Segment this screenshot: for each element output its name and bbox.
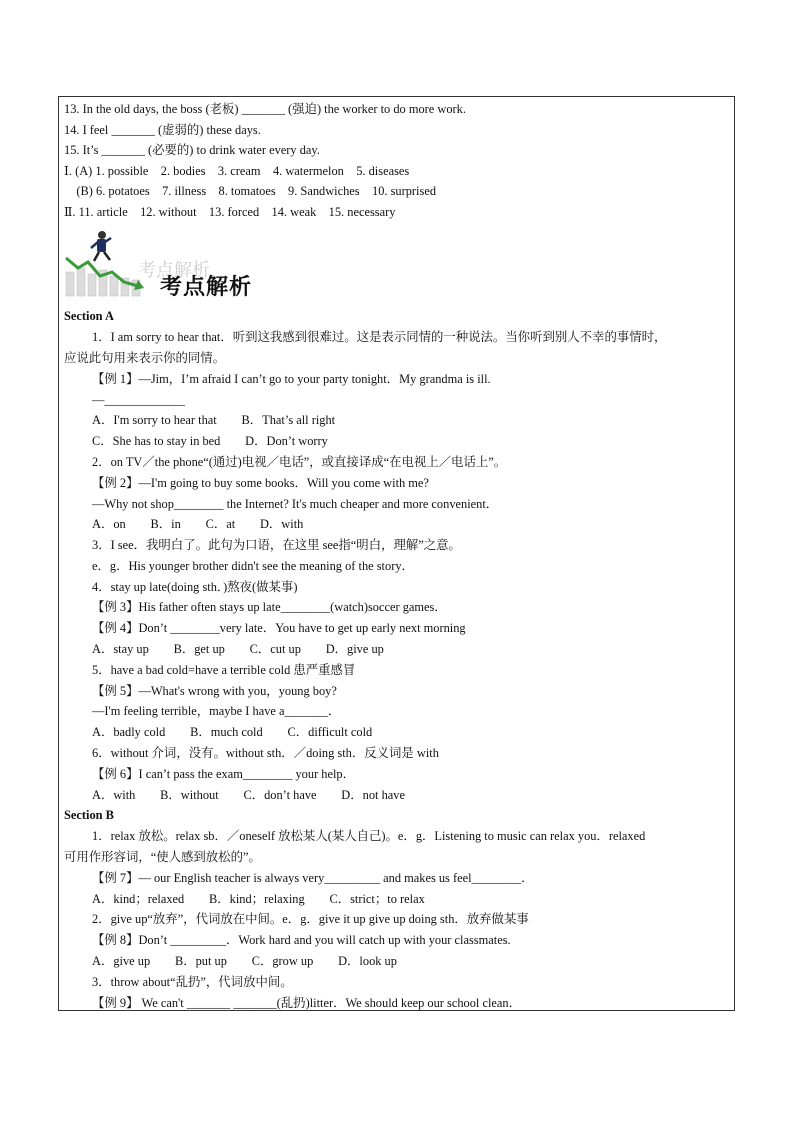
example-line: 【例 9】 We can't _______ _______(乱扔)litter．We should keep our school clean． — [92, 996, 521, 1010]
option-line: A．kind；relaxed B．kind；relaxing C．strict；to relax — [92, 892, 425, 906]
section-a-heading: Section A — [64, 309, 114, 323]
text-line: 14. I feel _______ (虚弱的) these days. — [64, 123, 261, 137]
text-line: 15. It’s _______ (必要的) to drink water every day. — [64, 143, 320, 157]
example-line: 【例 2】—I'm going to buy some books．Will you come with me? — [92, 476, 429, 490]
text-line: 13. In the old days, the boss (老板) _______ (强迫) the worker to do more work. — [64, 102, 466, 116]
option-line: A．badly cold B．much cold C．difficult cold — [92, 725, 373, 739]
text-line: 4．stay up late(doing sth．)熬夜(做某事) — [92, 580, 298, 594]
text-line: e．g．His younger brother didn't see the meaning of the story． — [92, 559, 414, 573]
example-line: 【例 3】His father often stays up late________(watch)soccer games． — [92, 600, 447, 614]
text-line: Ⅱ. 11. article 12. without 13. forced 14. weak 15. necessary — [64, 205, 396, 219]
option-line: A．I'm sorry to hear that B．That’s all right — [92, 413, 336, 427]
text-line: —_____________ — [92, 393, 185, 407]
example-line: 【例 6】I can’t pass the exam________ your help． — [92, 767, 356, 781]
text-line: 1．I am sorry to hear that．听到这我感到很难过。这是表示同情的一种说法。当你听到别人不幸的事情时， — [92, 330, 667, 344]
bar-chart-icon — [66, 258, 144, 296]
section-b-heading: Section B — [64, 808, 114, 822]
option-line: A．stay up B．get up C．cut up D．give up — [92, 642, 384, 656]
example-line: 【例 5】—What's wrong with you，young boy? — [92, 684, 337, 698]
text-line: 6．without 介词，没有。without sth．／doing sth．反义词是 with — [92, 746, 439, 760]
text-line: 5．have a bad cold=have a terrible cold 患严重感冒 — [92, 663, 356, 677]
banner-ghost-text: 考点解析 — [138, 260, 210, 281]
text-line: Ⅰ. (A) 1. possible 2. bodies 3. cream 4. watermelon 5. diseases — [64, 164, 410, 178]
runner-icon — [91, 231, 111, 261]
example-line: 【例 4】Don’t ________very late．You have to get up early next morning — [92, 621, 466, 635]
text-line: (B) 6. potatoes 7. illness 8. tomatoes 9. Sandwiches 10. surprised — [64, 184, 437, 198]
option-line: A．on B．in C．at D．with — [92, 517, 304, 531]
text-line: 1．relax 放松。relax sb．／oneself 放松某人(某人自己)。e．g．Listening to music can relax you．relaxed — [92, 829, 646, 843]
text-line: 3．throw about“乱扔”，代词放中间。 — [92, 975, 293, 989]
example-line: 【例 1】—Jim，I’m afraid I can’t go to your party tonight．My grandma is ill. — [92, 372, 491, 386]
text-line: 2．on TV／the phone“(通过)电视／电话”，或直接译成“在电视上／电话上”。 — [92, 455, 507, 469]
option-line: A．give up B．put up C．grow up D．look up — [92, 954, 397, 968]
text-line: —I'm feeling terrible，maybe I have a_______． — [92, 704, 341, 718]
option-line: A．with B．without C．don’t have D．not have — [92, 788, 405, 802]
text-line: 可用作形容词，“使人感到放松的”。 — [64, 850, 261, 864]
text-line: 应说此句用来表示你的同情。 — [64, 351, 226, 365]
option-line: C．She has to stay in bed D．Don’t worry — [92, 434, 328, 448]
banner-title: 考点解析 — [160, 275, 253, 300]
example-line: 【例 8】Don’t _________．Work hard and you will catch up with your classmates. — [92, 933, 511, 947]
example-line: 【例 7】— our English teacher is always very_________ and makes us feel________． — [92, 871, 534, 885]
text-line: —Why not shop________ the Internet? It's much cheaper and more convenient． — [92, 497, 499, 511]
text-line: 3．I see．我明白了。此句为口语，在这里 see指“明白，理解”之意。 — [92, 538, 461, 552]
text-line: 2．give up“放弃”，代词放在中间。e．g．give it up give up doing sth．放弃做某事 — [92, 912, 529, 926]
